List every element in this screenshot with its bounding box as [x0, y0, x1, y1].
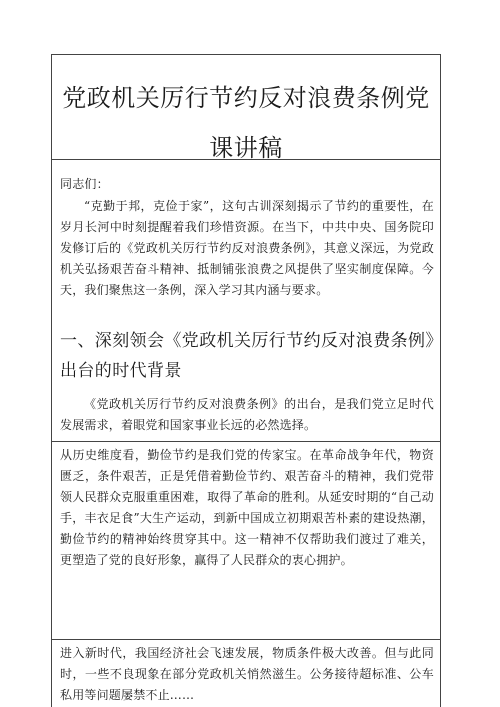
section-heading-1: 一、深刻领会《党政机关厉行节约反对浪费条例》出台的时代背景: [60, 331, 435, 381]
document-table: [51, 54, 441, 707]
new-era-paragraph: 进入新时代，我国经济社会飞速发展，物质条件极大改善。但与此同时，一些不良现象在部分党政机关悄然滋生。公务接待超标准、公车私用等问题屡禁不止……: [60, 646, 434, 702]
intro-paragraph: “克勤于邦，克俭于家”，这句古训深刻揭示了节约的重要性，在岁月长河中时刻提醒着我们珍惜资源。在当下，中共中央、国务院印发修订后的《党政机关厉行节约反对浪费条例》，其意义深远，为党政机关弘扬艰苦奋斗精神、抵制铺张浪费之风提供了坚实制度保障。今天，我们聚焦这一条例，深入学习其内涵与要求。: [60, 199, 434, 297]
greeting: 同志们：: [60, 177, 109, 191]
history-paragraph: 从历史维度看，勤俭节约是我们党的传家宝。在革命战争年代，物资匮乏，条件艰苦，正是凭借着勤俭节约、艰苦奋斗的精神，我们党带领人民群众克服重重困难，取得了革命的胜利。从延安时期的“自己动手，丰衣足食”大生产运动，到新中国成立初期艰苦朴素的建设热潮，勤俭节约的精神始终贯穿其中。这一精神不仅帮助我们渡过了难关，更塑造了党的良好形象，赢得了人民群众的衷心拥护。: [60, 448, 434, 567]
document-title: 党政机关厉行节约反对浪费条例党课讲稿: [62, 84, 430, 162]
row-divider: [52, 441, 440, 442]
row-divider: [52, 639, 440, 640]
section-lead-paragraph: 《党政机关厉行节约反对浪费条例》的出台，是我们党立足时代发展需求，着眼党和国家事业长远的必然选择。: [60, 397, 434, 432]
title-cell: [52, 55, 440, 160]
